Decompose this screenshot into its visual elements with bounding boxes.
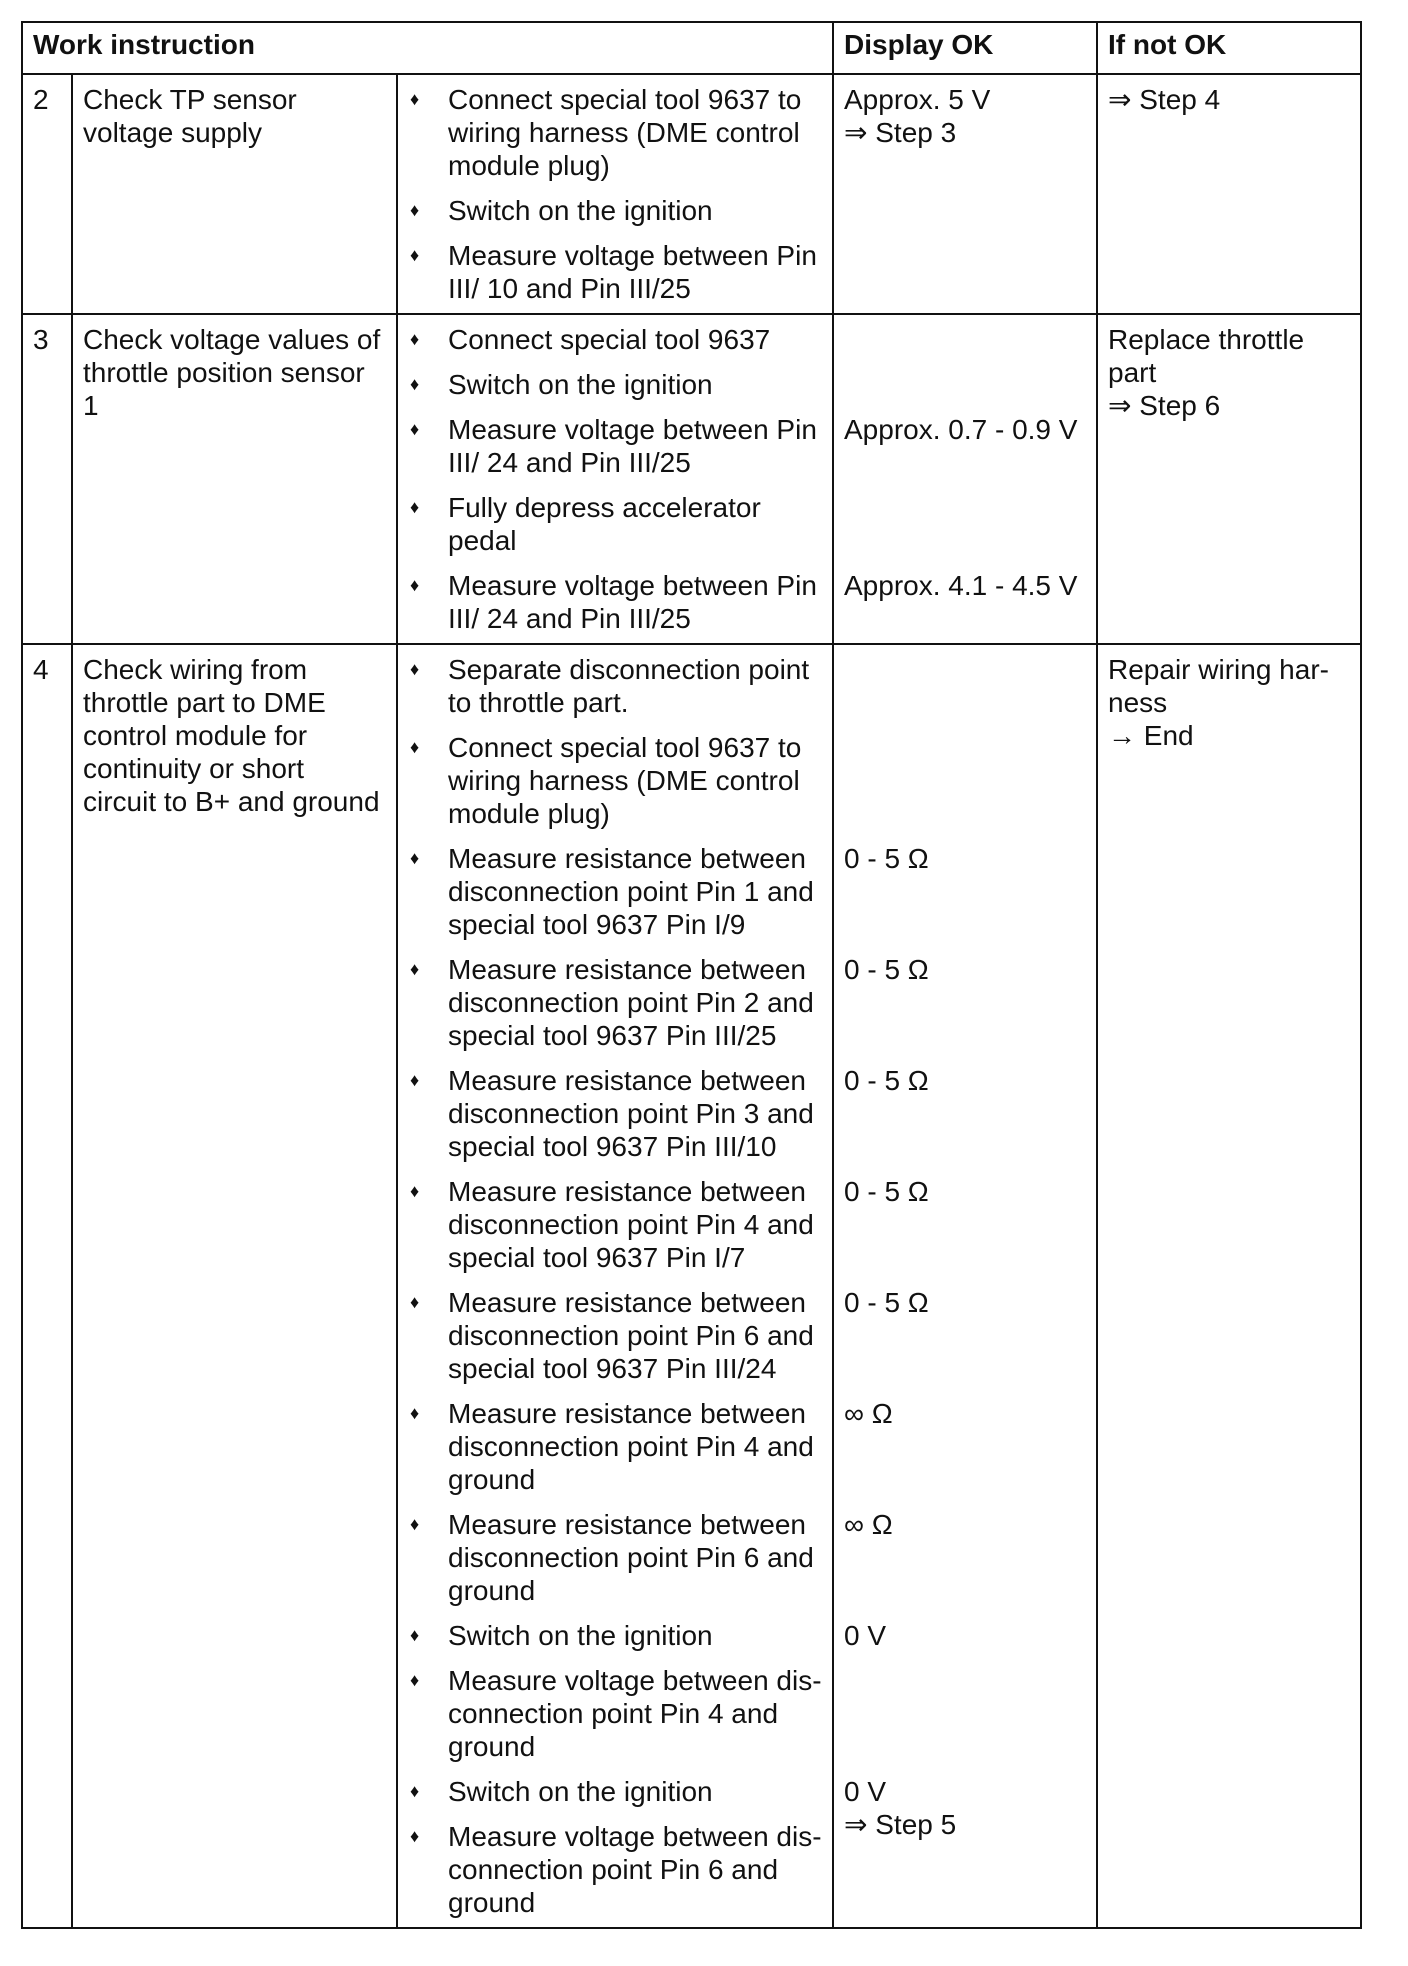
action-item [410,83,824,182]
action-text: Measure resistance between disconnection point Pin 4 and ground [448,1398,814,1495]
action-item [410,653,824,719]
diamond-bullet-icon: ♦ [410,848,420,868]
table-row [22,74,1361,314]
action-item [410,842,824,941]
action-text: Measure voltage between Pin III/ 24 and Pin III/25 [448,414,817,478]
action-item [410,491,824,557]
diamond-bullet-icon: ♦ [410,1292,420,1312]
diamond-bullet-icon: ♦ [410,575,420,595]
action-item [410,1664,824,1763]
diamond-bullet-icon: ♦ [410,737,420,757]
if-not-ok-cell [1097,644,1361,1928]
action-item [410,1397,824,1496]
step-number: 3 [22,314,72,644]
action-item [410,1619,824,1652]
action-item [410,1064,824,1163]
action-text: Measure resistance between disconnection point Pin 4 and special tool 9637 Pin I/7 [448,1176,814,1273]
action-text: Measure resistance between disconnection point Pin 3 and special tool 9637 Pin III/10 [448,1065,814,1162]
header-if-not-ok: If not OK [1097,22,1361,74]
action-text: Switch on the ignition [448,1776,713,1807]
diamond-bullet-icon: ♦ [410,374,420,394]
step-actions [397,314,833,644]
action-item [410,1775,824,1808]
action-item [410,1820,824,1919]
action-text: Measure voltage between dis- connection point Pin 4 and ground [448,1665,822,1762]
action-item [410,731,824,830]
diamond-bullet-icon: ♦ [410,1625,420,1645]
action-text: Measure resistance between disconnection point Pin 6 and ground [448,1509,814,1606]
action-item [410,1508,824,1607]
action-item [410,413,824,479]
action-text: Connect special tool 9637 to wiring harness (DME control module plug) [448,84,802,181]
if-not-ok-text: Repair wiring har- ness → End [1108,654,1329,751]
diamond-bullet-icon: ♦ [410,1781,420,1801]
action-text: Measure resistance between disconnection point Pin 2 and special tool 9637 Pin III/25 [448,954,814,1051]
diamond-bullet-icon: ♦ [410,1826,420,1846]
action-text: Measure voltage between Pin III/ 10 and Pin III/25 [448,240,817,304]
header-work-instruction: Work instruction [22,22,833,74]
action-item [410,239,824,305]
action-item [410,1286,824,1385]
action-text: Measure resistance between disconnection point Pin 6 and special tool 9637 Pin III/24 [448,1287,814,1384]
diamond-bullet-icon: ♦ [410,497,420,517]
if-not-ok-text: Replace throttle part ⇒ Step 6 [1108,324,1305,421]
action-item [410,368,824,401]
display-ok-values: Approx. 0.7 - 0.9 V Approx. 4.1 - 4.5 V [833,314,1097,644]
step-number: 4 [22,644,72,1928]
diamond-bullet-icon: ♦ [410,1670,420,1690]
table-body [22,74,1361,1928]
diamond-bullet-icon: ♦ [410,1070,420,1090]
if-not-ok-cell [1097,314,1361,644]
diamond-bullet-icon: ♦ [410,1181,420,1201]
step-title: Check voltage values of throttle position sensor 1 [72,314,397,644]
table-row [22,644,1361,1928]
action-text: Measure resistance between disconnection point Pin 1 and special tool 9637 Pin I/9 [448,843,814,940]
action-item [410,1175,824,1274]
table-row [22,314,1361,644]
diamond-bullet-icon: ♦ [410,89,420,109]
work-instruction-sheet [21,21,1360,1929]
diamond-bullet-icon: ♦ [410,659,420,679]
header-display-ok: Display OK [833,22,1097,74]
action-text: Connect special tool 9637 [448,324,771,355]
action-text: Fully depress accelerator pedal [448,492,761,556]
if-not-ok-text: ⇒ Step 4 [1108,84,1221,115]
diamond-bullet-icon: ♦ [410,200,420,220]
diamond-bullet-icon: ♦ [410,1403,420,1423]
action-text: Connect special tool 9637 to wiring harness (DME control module plug) [448,732,802,829]
display-ok-values: Approx. 5 V ⇒ Step 3 [833,74,1097,314]
diamond-bullet-icon: ♦ [410,959,420,979]
diamond-bullet-icon: ♦ [410,329,420,349]
action-text: Switch on the ignition [448,369,713,400]
work-instruction-table [21,21,1362,1929]
action-item [410,569,824,635]
table-header-row [22,22,1361,74]
step-title: Check wiring from throttle part to DME control module for continuity or short circuit to B+ and ground [72,644,397,1928]
step-actions [397,644,833,1928]
action-text: Switch on the ignition [448,1620,713,1651]
step-number: 2 [22,74,72,314]
action-text: Measure voltage between Pin III/ 24 and Pin III/25 [448,570,817,634]
diamond-bullet-icon: ♦ [410,419,420,439]
action-text: Measure voltage between dis- connection point Pin 6 and ground [448,1821,822,1918]
display-ok-values: 0 - 5 Ω 0 - 5 Ω 0 - 5 Ω 0 - 5 Ω 0 - 5 Ω ∞ Ω ∞ Ω 0 V 0 V ⇒ Step 5 [833,644,1097,1928]
action-item [410,194,824,227]
step-title: Check TP sensor voltage supply [72,74,397,314]
action-item [410,953,824,1052]
if-not-ok-cell [1097,74,1361,314]
diamond-bullet-icon: ♦ [410,245,420,265]
diamond-bullet-icon: ♦ [410,1514,420,1534]
action-item [410,323,824,356]
action-text: Separate disconnection point to throttle part. [448,654,810,718]
action-text: Switch on the ignition [448,195,713,226]
step-actions [397,74,833,314]
